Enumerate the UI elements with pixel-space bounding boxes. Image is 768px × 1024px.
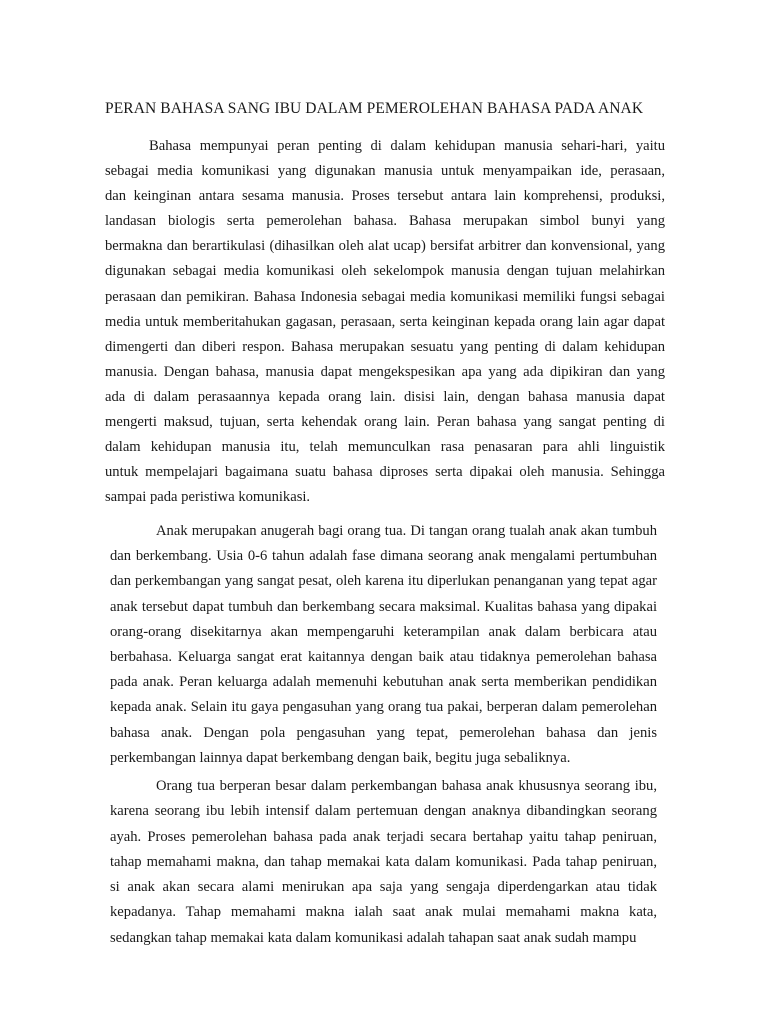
paragraph-line: kepada anak. Selain itu gaya pengasuhan yang orang tua pakai, berperan dalam pemerolehan <box>110 699 657 716</box>
paragraph-line: si anak akan secara alami menirukan apa saja yang sengaja diperdengarkan atau tidak <box>110 879 657 896</box>
paragraph-line: Orang tua berperan besar dalam perkembangan bahasa anak khususnya seorang ibu, <box>156 778 657 794</box>
paragraph-line: sedangkan tahap memakai kata dalam komunikasi adalah tahapan saat anak sudah mampu <box>110 929 637 946</box>
paragraph-line: kepadanya. Tahap memahami makna ialah saat anak mulai memahami makna kata, <box>110 904 657 921</box>
paragraph-line: dimengerti dan diberi respon. Bahasa merupakan sesuatu yang penting di dalam kehidupan <box>105 338 665 355</box>
paragraph-line: tahap memahami makna, dan tahap memakai kata dalam komunikasi. Pada tahap peniruan, <box>110 853 657 870</box>
paragraph-line: karena seorang ibu lebih intensif dalam pertemuan dengan anaknya dibandingkan seorang <box>110 803 657 820</box>
paragraph-line: manusia. Dengan bahasa, manusia dapat mengekspesikan apa yang ada dipikiran dan yang <box>105 363 665 380</box>
paragraph-line: bermakna dan berartikulasi (dihasilkan oleh alat ucap) bersifat arbitrer dan konvensional, yang <box>105 238 665 255</box>
paragraph-line: ada di dalam perasaannya kepada orang lain. disisi lain, dengan bahasa manusia dapat <box>105 388 665 405</box>
paragraph-line: berbahasa. Keluarga sangat erat kaitannya dengan baik atau tidaknya pemerolehan bahasa <box>110 648 657 665</box>
paragraph-line: mengerti maksud, tujuan, serta kehendak orang lain. Peran bahasa yang sangat penting di <box>105 414 665 431</box>
paragraph-line: anak tersebut dapat tumbuh dan berkembang secara maksimal. Kualitas bahasa yang dipakai <box>110 598 657 615</box>
paragraph-line: Anak merupakan anugerah bagi orang tua. Di tangan orang tualah anak akan tumbuh <box>156 523 657 539</box>
paragraph-line: media untuk memberitahukan gagasan, perasaan, serta keinginan kepada orang lain agar dapat <box>105 313 665 330</box>
paragraph-line: untuk mempelajari bagaimana suatu bahasa diproses serta dipakai oleh manusia. Sehingga <box>105 464 665 481</box>
paragraph-line: perasaan dan pemikiran. Bahasa Indonesia sebagai media komunikasi memiliki fungsi sebagai <box>105 288 665 305</box>
paragraph-3 <box>110 776 657 953</box>
paragraph-line: digunakan sebagai media komunikasi oleh sekelompok manusia dengan tujuan melahirkan <box>105 263 665 280</box>
paragraph-line: dalam kehidupan manusia itu, telah memunculkan rasa penasaran para ahli linguistik <box>105 439 665 456</box>
paragraph-line: dan keinginan antara sesama manusia. Proses tersebut antara lain komprehensi, produksi, <box>105 188 665 205</box>
paragraph-line: dan perkembangan yang sangat pesat, oleh karena itu diperlukan penanganan yang tepat agar <box>110 573 657 590</box>
paragraph-line: landasan biologis serta pemerolehan bahasa. Bahasa merupakan simbol bunyi yang <box>105 213 665 230</box>
paragraph-line: perkembangan lainnya dapat berkembang dengan baik, begitu juga sebaliknya. <box>110 749 571 766</box>
paragraph-line: ayah. Proses pemerolehan bahasa pada anak terjadi secara bertahap yaitu tahap peniruan, <box>110 828 657 845</box>
paragraph-line: pada anak. Peran keluarga adalah memenuhi kebutuhan anak serta memberikan pendidikan <box>110 674 657 691</box>
paragraph-line: sampai pada peristiwa komunikasi. <box>105 489 311 506</box>
paragraph-1 <box>105 136 665 512</box>
paragraph-line: sebagai media komunikasi yang digunakan manusia untuk menyampaikan ide, perasaan, <box>105 163 665 180</box>
document-title: PERAN BAHASA SANG IBU DALAM PEMEROLEHAN BAHASA PADA ANAK <box>105 100 644 117</box>
paragraph-line: orang-orang disekitarnya akan mempengaruhi keterampilan anak dalam berbicara atau <box>110 623 657 640</box>
paragraph-2 <box>110 521 657 773</box>
paragraph-line: dan berkembang. Usia 0-6 tahun adalah fase dimana seorang anak mengalami pertumbuhan <box>110 548 657 565</box>
paragraph-line: bahasa anak. Dengan pola pengasuhan yang tepat, pemerolehan bahasa dan jenis <box>110 724 657 741</box>
paragraph-line: Bahasa mempunyai peran penting di dalam kehidupan manusia sehari-hari, yaitu <box>149 138 665 154</box>
